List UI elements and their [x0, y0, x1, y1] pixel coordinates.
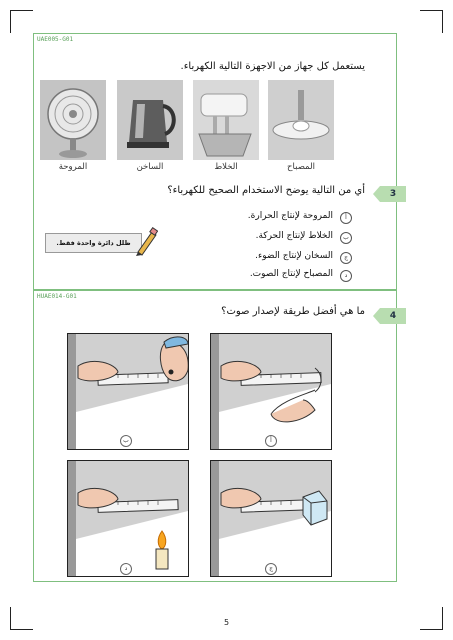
panel-b-blow-ruler — [67, 333, 189, 450]
option-a-text: المروحة لإنتاج الحرارة. — [247, 211, 333, 221]
caption-mixer: الخلاط — [214, 162, 238, 172]
caption-lamp: المصباح — [287, 162, 315, 172]
option-b-text: الخلاط لإنتاج الحركة. — [255, 231, 333, 241]
fan-image — [40, 80, 106, 160]
item-code-2: HUAE014-G01 — [37, 293, 77, 300]
kettle-image — [117, 80, 183, 160]
question-number-3: 3 — [380, 186, 406, 202]
crop-mark-top-right — [420, 10, 443, 33]
pencil-icon — [134, 226, 158, 256]
caption-fan: المروحة — [58, 162, 88, 172]
question-number-4: 4 — [380, 308, 406, 324]
mixer-image — [193, 80, 259, 160]
caption-kettle: الساخن — [136, 162, 164, 172]
lamp-image — [268, 80, 334, 160]
panel-a-pluck-ruler — [210, 333, 332, 450]
option-a-circle[interactable]: أ — [340, 212, 352, 224]
panel-c-ice-ruler — [210, 460, 332, 577]
option-c-circle[interactable]: ج — [340, 252, 352, 264]
option-c-text: السخان لإنتاج الضوء. — [255, 251, 333, 261]
page-number: 5 — [223, 618, 230, 627]
option-d-text: المصباح لإنتاج الصوت. — [249, 269, 333, 279]
question-4-prompt: ما هي أفضل طريقة لإصدار صوت؟ — [221, 306, 365, 317]
item-code: UAE005-G01 — [37, 36, 74, 43]
crop-mark-top-left — [10, 10, 33, 33]
question-3-prompt: أي من التالية يوضح الاستخدام الصحيح للكهرباء؟ — [167, 185, 365, 196]
instruction-box: ظلل دائرة واحدة فقط. — [45, 233, 142, 253]
panel-a-letter[interactable]: أ — [265, 435, 277, 447]
intro-text: يستعمل كل جهاز من الاجهزة التالية الكهرباء. — [180, 61, 365, 72]
panel-b-letter[interactable]: ب — [120, 435, 132, 447]
panel-d-letter[interactable]: د — [120, 563, 132, 575]
option-d-circle[interactable]: د — [340, 270, 352, 282]
panel-c-letter[interactable]: ج — [265, 563, 277, 575]
panel-d-candle-ruler — [67, 460, 189, 577]
option-b-circle[interactable]: ب — [340, 232, 352, 244]
